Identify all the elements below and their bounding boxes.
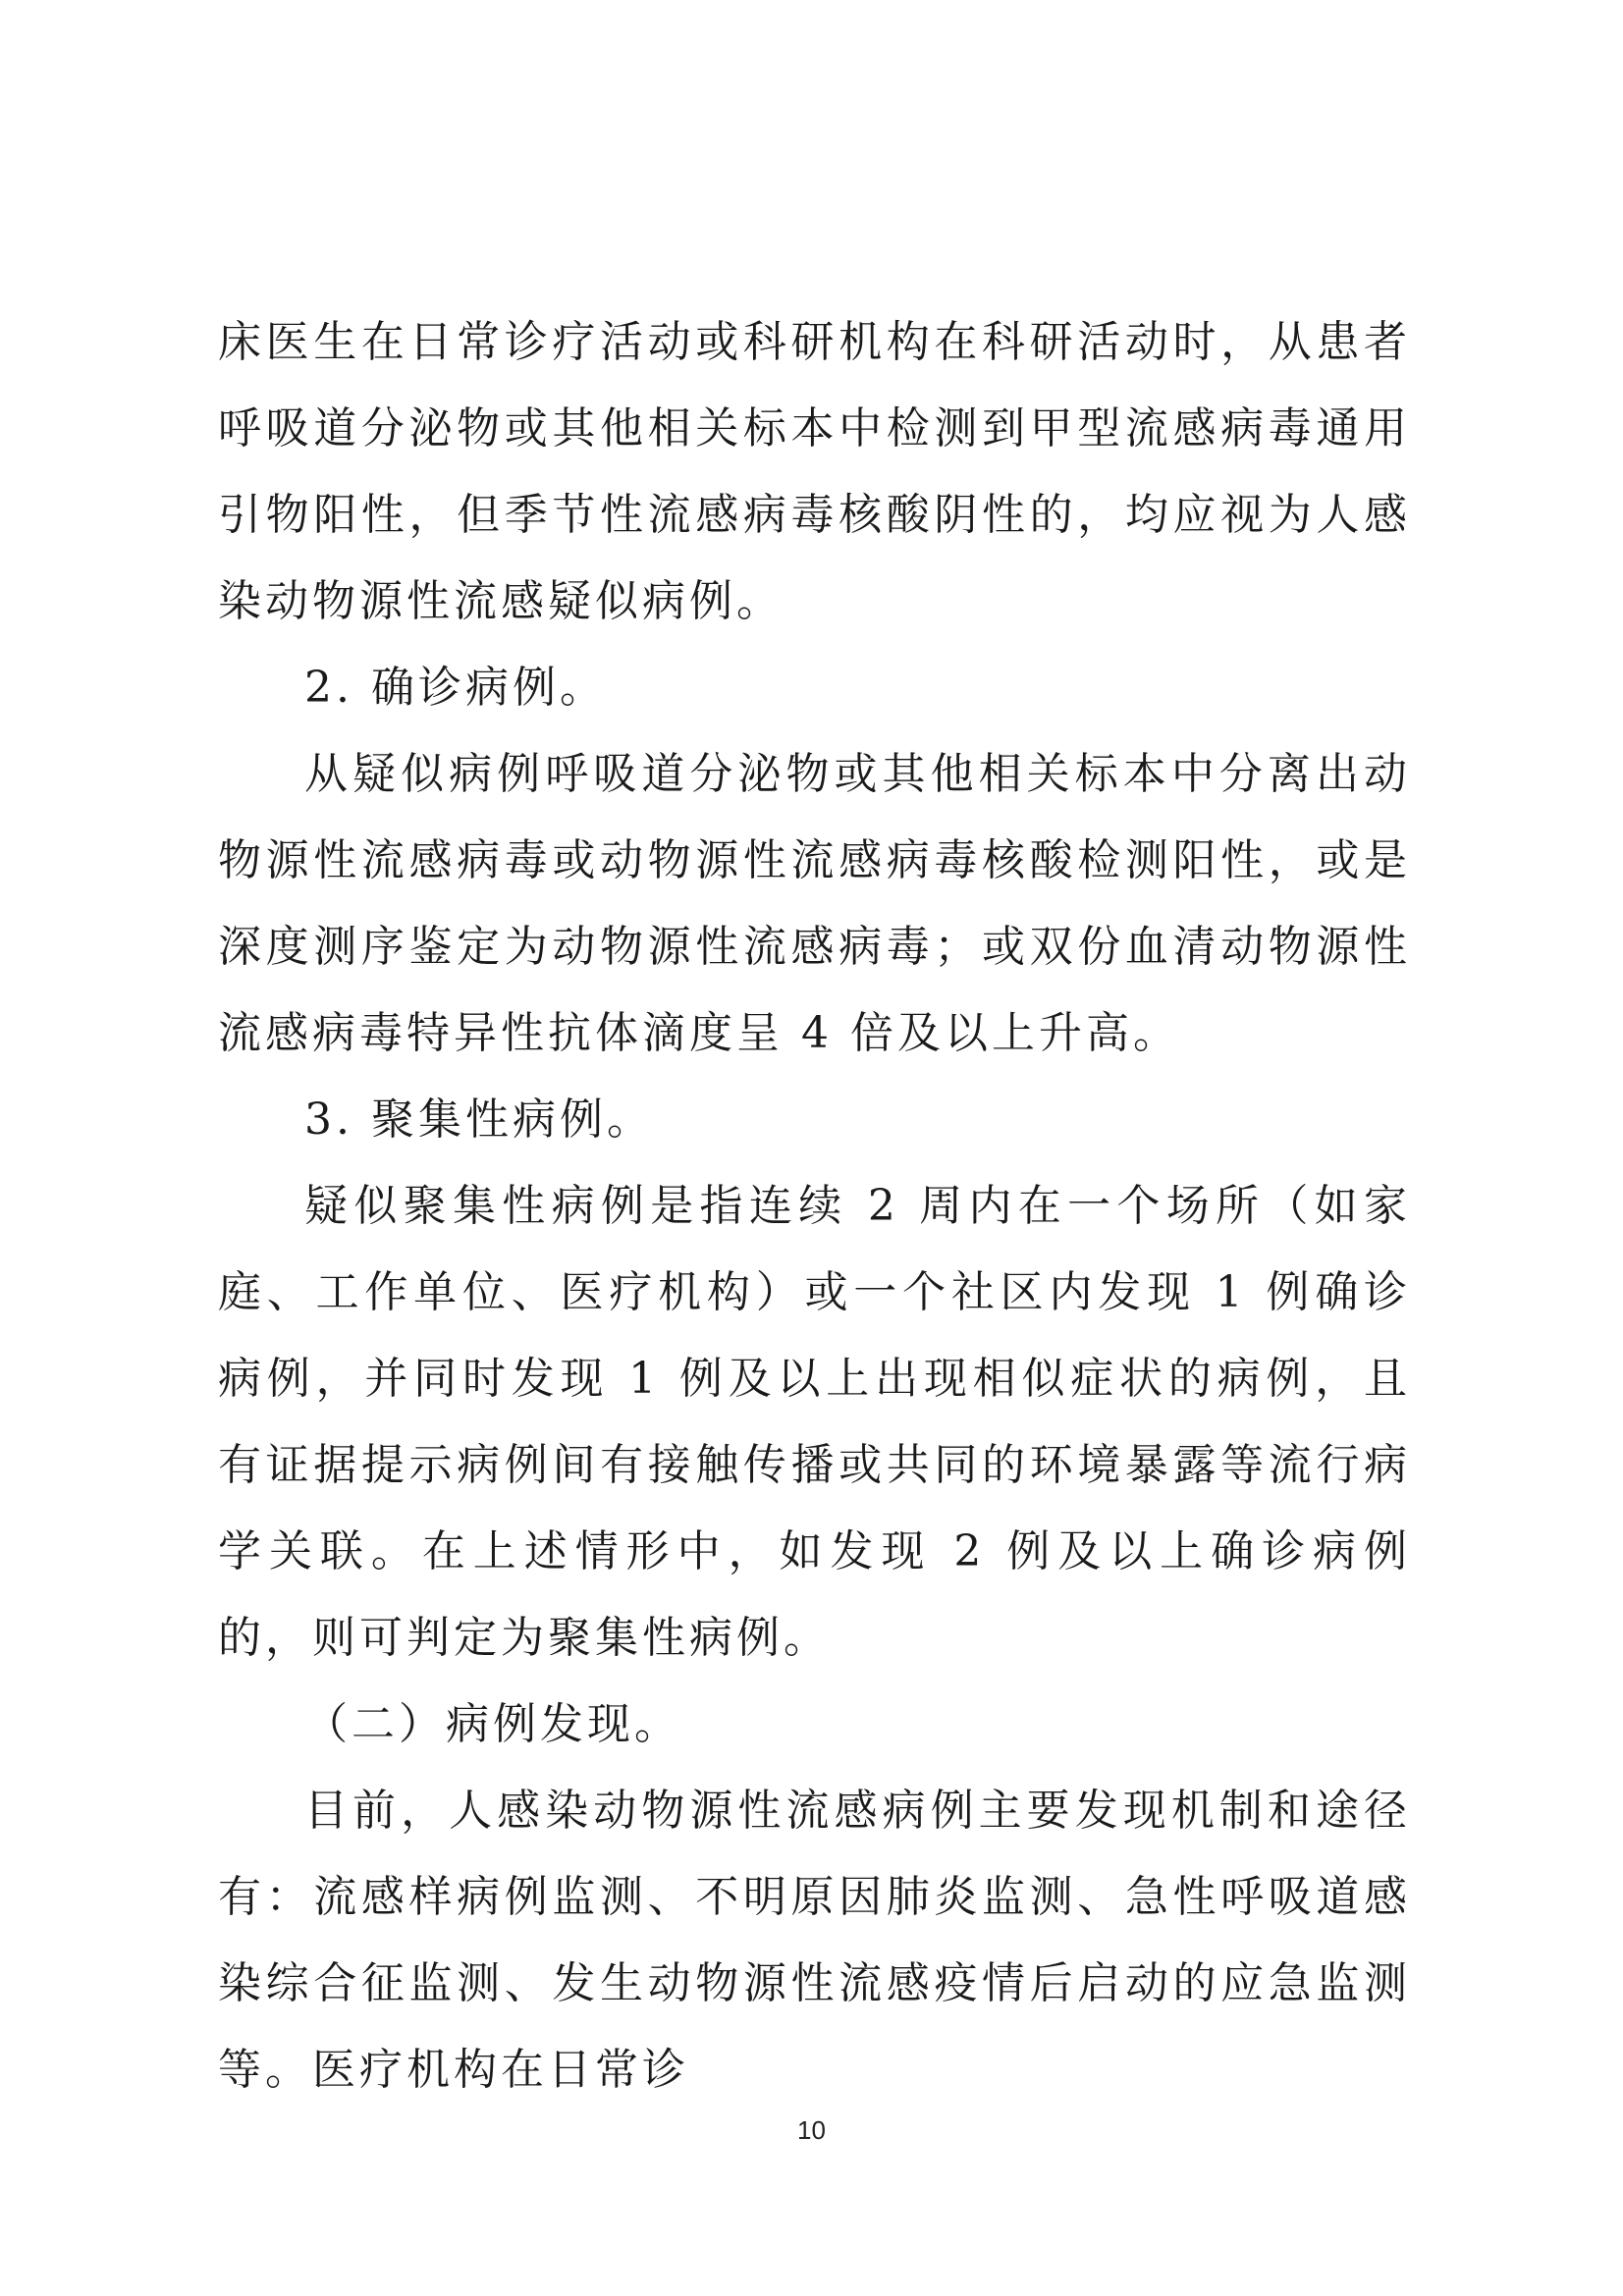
- paragraph-confirmed-case: 从疑似病例呼吸道分泌物或其他相关标本中分离出动物源性流感病毒或动物源性流感病毒核酸检测阳性，或是深度测序鉴定为动物源性流感病毒；或双份血清动物源性流感病毒特异性抗体滴度呈 4 倍及以上升高。: [218, 749, 1411, 1058]
- paragraph-suspected-case-continued: 床医生在日常诊疗活动或科研机构在科研活动时，从患者呼吸道分泌物或其他相关标本中检测到甲型流感病毒通用引物阳性，但季节性流感病毒核酸阴性的，均应视为人感染动物源性流感疑似病例。: [218, 317, 1411, 626]
- paragraph-case-detection: 目前，人感染动物源性流感病例主要发现机制和途径有：流感样病例监测、不明原因肺炎监测、急性呼吸道感染综合征监测、发生动物源性流感疫情后启动的应急监测等。医疗机构在日常诊: [218, 1786, 1411, 2095]
- heading-confirmed-case: 2. 确诊病例。: [304, 663, 607, 713]
- heading-case-detection: （二）病例发现。: [304, 1699, 681, 1749]
- heading-cluster-case: 3. 聚集性病例。: [304, 1095, 654, 1145]
- body-text: [218, 299, 1411, 2113]
- paragraph-cluster-case: 疑似聚集性病例是指连续 2 周内在一个场所（如家庭、工作单位、医疗机构）或一个社区内发现 1 例确诊病例，并同时发现 1 例及以上出现相似症状的病例，且有证据提示病例间有接触传播或共同的环境暴露等流行病学关联。在上述情形中，如发现 2 例及以上确诊病例的，则可判定为聚集性病例。: [218, 1181, 1411, 1663]
- page-number: 10: [797, 2115, 826, 2145]
